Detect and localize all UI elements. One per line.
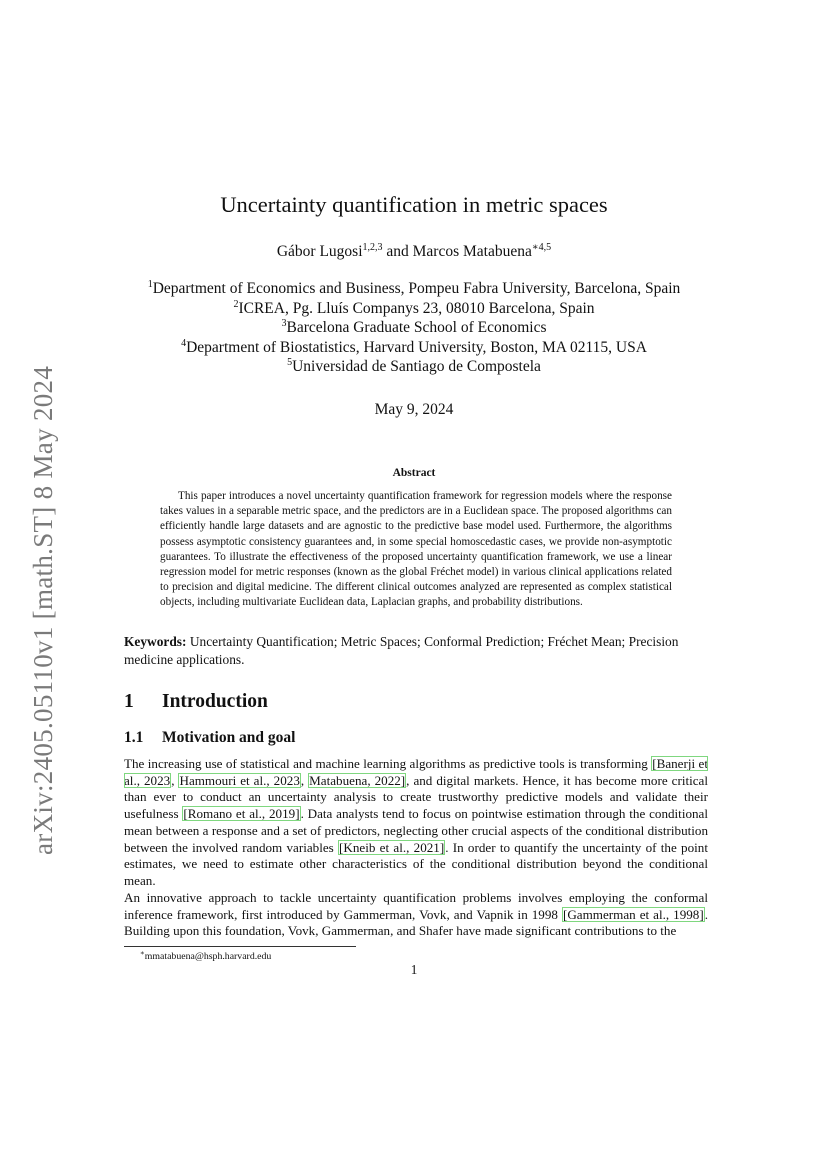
- para1-text-6: . In order to quantify the uncertainty of the point estimates, we need to estimate other characteristics of the conditional distribution beyond the conditional mean.: [124, 839, 708, 888]
- affiliation-1: [0, 279, 828, 299]
- citation-link[interactable]: Hammouri et al., 2023: [179, 772, 300, 788]
- footnote: [140, 951, 271, 962]
- para1-text-3: ,: [300, 772, 309, 788]
- keywords-label: Keywords:: [124, 634, 187, 649]
- footnote-email[interactable]: mmatabuena@hsph.harvard.edu: [144, 951, 272, 962]
- affiliation-4-num: 4: [181, 337, 187, 349]
- section-heading: [124, 691, 268, 713]
- para1-text-5: . Data analysts tend to focus on pointwise estimation through the conditional mean between a response and a set of predictors, neglecting other crucial aspects of the conditional distribution between the involved random variables: [124, 806, 709, 855]
- affiliation-2-num: 2: [233, 298, 239, 310]
- author-conjunction: and: [382, 243, 413, 260]
- author-2-name: Marcos Matabuena: [412, 243, 532, 260]
- affiliation-4: [0, 338, 828, 358]
- author-1-affil: 1,2,3: [362, 242, 383, 253]
- abstract-body: This paper introduces a novel uncertainty quantification framework for regression models where the response takes values in a separable metric space, and the predictors are in a Euclidean space. The proposed algorithms can efficiently handle large datasets and are agnostic to the predictive base model used. Furthermore, the algorithms possess asymptotic consistency guarantees and, in some special homoscedastic cases, we provide non-asymptotic guarantees. To illustrate the effectiveness of the proposed uncertainty quantification framework, we use a linear regression model for metric responses (known as the global Fréchet model) in various clinical applications related to precision and digital medicine. The different clinical outcomes analyzed are represented as complex statistical objects, including multivariate Euclidean data, Laplacian graphs, and probability distributions.: [160, 490, 672, 609]
- affiliation-2-text: ICREA, Pg. Lluís Companys 23, 08010 Barcelona, Spain: [238, 299, 595, 317]
- affiliation-1-text: Department of Economics and Business, Pompeu Fabra University, Barcelona, Spain: [152, 280, 681, 297]
- citation-link[interactable]: Matabuena, 2022]: [309, 772, 406, 788]
- affiliation-5-num: 5: [287, 357, 293, 368]
- section-number: 1: [124, 691, 134, 712]
- page-number: 1: [410, 962, 418, 977]
- citation-link[interactable]: [Gammerman et al., 1998]: [562, 906, 704, 922]
- para2-text-2: . Building upon this foundation, Vovk, Gammerman, and Shafer have made significant contributions to the: [124, 906, 708, 939]
- footnote-rule: [124, 946, 356, 947]
- keywords-text: Uncertainty Quantification; Metric Spaces; Conformal Prediction; Fréchet Mean; Precision medicine applications.: [124, 634, 679, 667]
- paragraph-2: [124, 890, 708, 940]
- para2-text-1: An innovative approach to tackle uncertainty quantification problems involves employing the conformal inference framework, first introduced by Gammerman, Vovk, and Vapnik in 1998: [124, 890, 708, 922]
- citation-link[interactable]: [Romano et al., 2019]: [183, 806, 300, 822]
- keywords: [124, 633, 708, 669]
- subsection-title: Motivation and goal: [162, 729, 296, 746]
- para1-text-4: , and digital markets. Hence, it has become more critical than ever to conduct an uncertainty analysis to create trustworthy predictive models and validate their usefulness: [124, 772, 708, 822]
- paper-title: Uncertainty quantification in metric spaces: [220, 192, 608, 217]
- affiliation-3: [0, 318, 828, 338]
- arxiv-identifier: arXiv:2405.05110v1 [math.ST] 8 May 2024: [28, 365, 58, 855]
- abstract-heading: Abstract: [392, 467, 436, 479]
- paragraph-1: [124, 756, 708, 890]
- affiliation-4-text: Department of Biostatistics, Harvard University, Boston, MA 02115, USA: [186, 338, 647, 356]
- author-1-name: Gábor Lugosi: [276, 243, 363, 260]
- para1-text-1: The increasing use of statistical and machine learning algorithms as predictive tools is transforming: [124, 756, 652, 771]
- citation-link[interactable]: [Kneib et al., 2021]: [339, 839, 445, 855]
- paper-date: May 9, 2024: [374, 401, 454, 418]
- para1-text-2: ,: [171, 772, 179, 788]
- footnote-mark: ∗: [140, 949, 145, 957]
- citation-link[interactable]: [Banerji et al., 2023: [124, 756, 709, 788]
- affiliation-1-num: 1: [147, 279, 153, 290]
- section-title: Introduction: [162, 691, 268, 712]
- affiliation-3-num: 3: [281, 318, 287, 329]
- affiliations: [0, 279, 828, 377]
- affiliation-2: [0, 299, 828, 319]
- subsection-heading: [124, 729, 295, 747]
- affiliation-3-text: Barcelona Graduate School of Economics: [286, 319, 547, 336]
- author-2-affil[interactable]: ∗4,5: [531, 242, 552, 253]
- affiliation-5-text: Universidad de Santiago de Compostela: [292, 358, 541, 375]
- subsection-number: 1.1: [124, 729, 144, 746]
- affiliation-5: [0, 357, 828, 377]
- author-line: [0, 243, 828, 261]
